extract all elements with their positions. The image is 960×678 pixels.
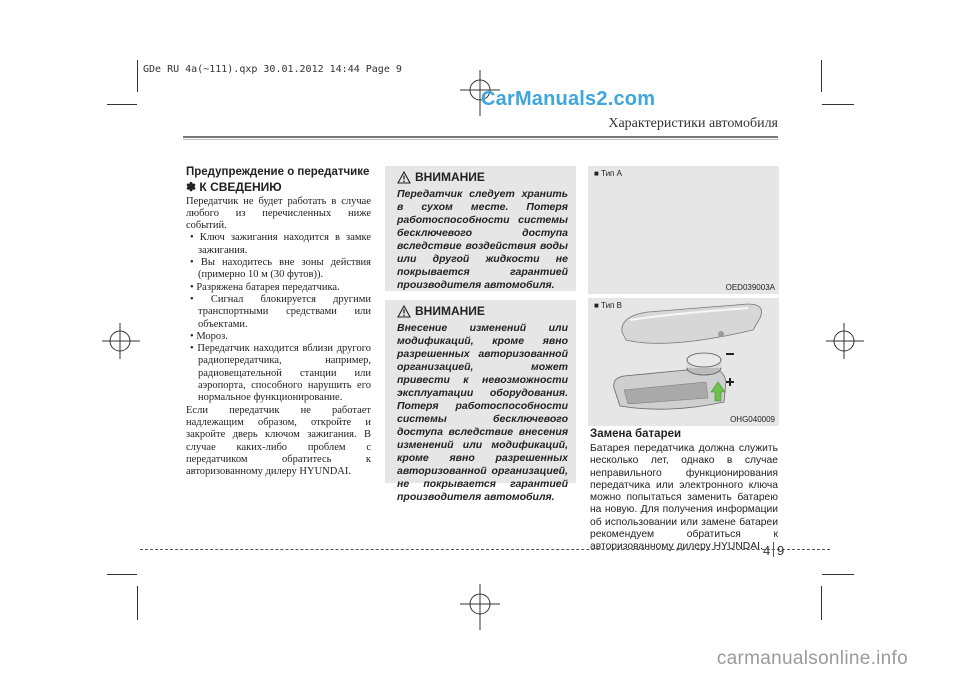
note-symbol: ✽ — [186, 180, 197, 195]
list-item: • Сигнал блокируется другими транспортными средствами или объектами. — [190, 293, 371, 330]
warning-heading — [397, 304, 485, 318]
note-intro: Передатчик не будет работать в случае любого из перечисленных ниже событий. — [186, 195, 371, 232]
list-item: • Разряжена батарея передатчика. — [190, 281, 340, 293]
list-item: • Передатчик находится вблизи другого радиопередатчика, например, радиовещательной станции или аэропорта, способного нарушить его нормальное функционирование. — [190, 343, 371, 404]
list-item: • Ключ зажигания находится в замке зажигания. — [190, 232, 371, 256]
note-heading — [186, 181, 371, 193]
watermark-top: CarManuals2.com — [481, 88, 656, 110]
warning-title: ВНИМАНИЕ — [415, 170, 485, 184]
battery-section — [590, 428, 778, 554]
warning-text: Внесение изменений или модификаций, кроме явно разрешенных авторизованной организацией, может привести к невозможности эксплуатации оборудования. Потеря работоспособности системы бесключевого доступа вследствие внесения изменений или модификаций, кроме явно разрешенных авторизованной организацией, не покрывается гарантией производителя автомобиля. — [397, 322, 568, 503]
warning-triangle-icon — [397, 305, 411, 318]
warning-triangle-icon — [397, 171, 411, 184]
watermark-bottom: carmanualsonline.info — [716, 648, 908, 669]
figure-label: ■ Тип A — [594, 169, 622, 178]
list-item: • Вы находитесь вне зоны действия (примерно 10 м (30 футов)). — [190, 257, 371, 281]
figure-code: OED039003A — [725, 283, 775, 292]
page-number-divider — [773, 542, 774, 557]
chapter-number: 4 — [763, 543, 771, 558]
footer-rule — [140, 549, 830, 550]
figure-type-a — [588, 166, 779, 294]
figure-type-b — [588, 298, 779, 426]
note-label: К СВЕДЕНИЮ — [199, 180, 282, 195]
print-slug: GDe RU 4a(~111).qxp 30.01.2012 14:44 Page 9 — [143, 64, 402, 75]
key-battery-illustration — [608, 302, 778, 418]
left-column — [186, 166, 371, 478]
page-number: 9 — [777, 543, 785, 558]
section-title: Характеристики автомобиля — [608, 116, 778, 131]
note-bullets — [186, 232, 371, 404]
warning-text: Передатчик следует хранить в сухом месте. Потеря работоспособности системы бесключевого доступа вследствие воздействия воды или другой жидкости не покрывается гарантией производителя автомобиля. — [397, 188, 568, 291]
warning-box-water — [385, 166, 576, 291]
header-rule — [183, 136, 778, 138]
warning-box-modification — [385, 300, 576, 503]
note-outro: Если передатчик не работает надлежащим образом, откройте и закройте дверь ключом зажигания. В случае каких-либо проблем с передатчиком обратитесь к авторизованному дилеру HYUNDAI. — [186, 404, 371, 478]
warning-title: ВНИМАНИЕ — [415, 304, 485, 318]
warning-heading — [397, 170, 485, 184]
registration-mark-left — [102, 321, 142, 361]
registration-mark-right — [824, 321, 864, 361]
battery-heading: Замена батареи — [590, 428, 682, 440]
list-item: • Мороз. — [190, 330, 228, 342]
transmitter-warning-heading: Предупреждение о передатчике — [186, 166, 370, 178]
figure-code: OHG040009 — [730, 415, 775, 424]
figure-label: ■ Тип B — [594, 301, 622, 310]
registration-mark-bottom — [455, 584, 505, 634]
header-rule-light — [183, 139, 778, 140]
battery-text: Батарея передатчика должна служить несколько лет, однако в случае неправильного функционирования передатчика или электронного ключа можно попытаться заменить батарею на новую. Для получения информации об использовании или замене батареи рекомендуем обратиться к авторизованному дилеру HYUNDAI. — [590, 443, 778, 553]
